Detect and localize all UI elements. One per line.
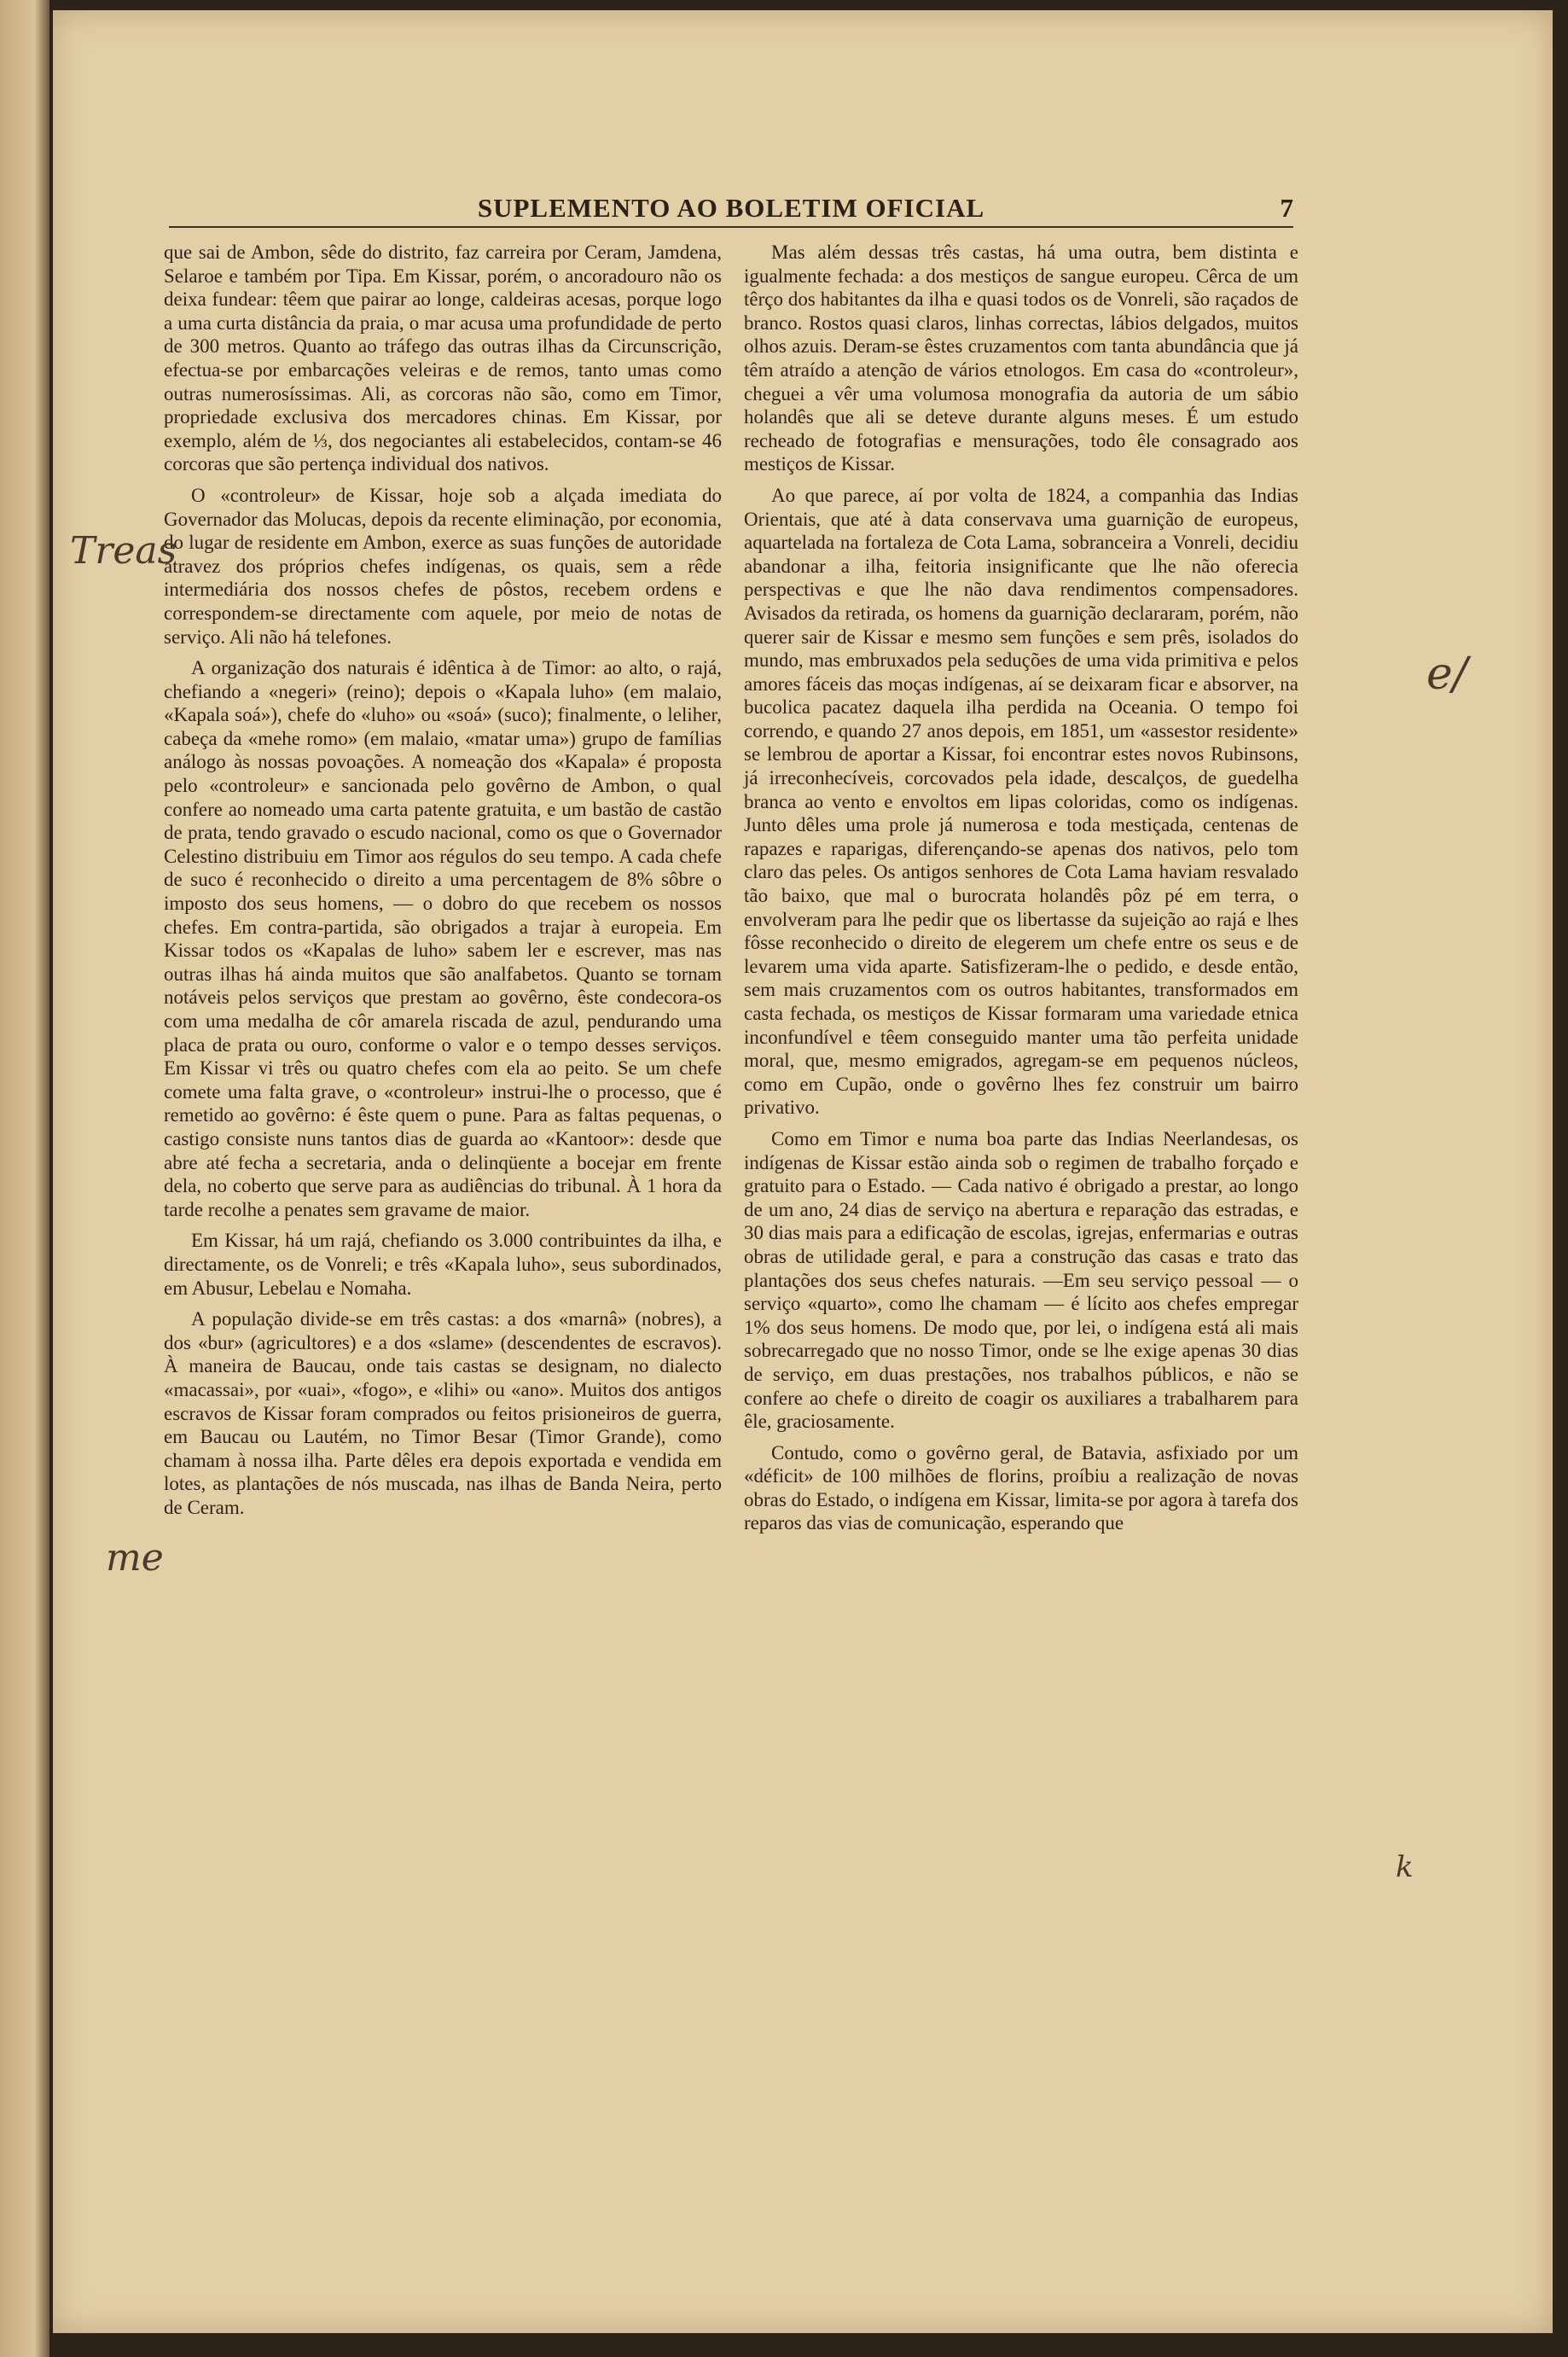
page-number: 7 — [1280, 193, 1293, 223]
handwritten-note-margin-1: Treas — [70, 529, 177, 573]
header-title: SUPLEMENTO AO BOLETIM OFICIAL — [477, 193, 985, 223]
left-paragraph-3: A organização dos naturais é idêntica à de Timor: ao alto, o rajá, chefiando a «negeri» (reino); depois o «Kapala luho» (em malaio, «Kapala soá»), chefe do «luho» ou «soá» (suco); finalmente, o leliher, cabeça da «mehe romo» (em malaio, «matar uma») grupo de famílias análogo às nossas povoações. A nomeação dos «Kapala» é proposta pelo «controleur» e sancionada pelo govêrno de Ambon, o qual confere ao nomeado uma carta patente gratuita, e um bastão de castão de prata, tendo gravado o escudo nacional, como os que o Governador Celestino distribuiu em Timor aos régulos do seu tempo. A cada chefe de suco é reconhecido o direito a uma percentagem de 8% sôbre o imposto dos seus homens, — o dobro do que recebem os nossos chefes. Em contra-partida, são obrigados a trajar à europeia. Em Kissar todos os «Kapalas de luho» sabem ler e escrever, mas nas outras ilhas há ainda muitos que são analfabetos. Quanto se tornam notáveis pelos serviços que prestam ao govêrno, êste condecora-os com uma medalha de côr amarela riscada de azul, pendurando uma placa de prata ou ouro, conforme o valor e o tempo desses serviços. Em Kissar vi três ou quatro chefes com ela ao peito. Se um chefe comete uma falta grave, o «controleur» instrui-lhe o processo, que é remetido ao govêrno: é êste quem o pune. Para as faltas pequenas, o castigo consiste nuns tantos dias de guarda ao «Kantoor»: desde que abre até fecha a secretaria, anda o delinqüente a bocejar em frente dela, no coberto que serve para as audiências do tribunal. À 1 hora da tarde recolhe a penates sem gravame de maior. — [164, 657, 722, 1220]
left-paragraph-2: O «controleur» de Kissar, hoje sob a alçada imediata do Governador das Molucas, depois da recente eliminação, por economia, do lugar de residente em Ambon, exerce as suas funções de autoridade atravez dos próprios chefes indígenas, os quais, sem a rêde intermediária dos nossos chefes de pôstos, recebem ordens e correspondem-se directamente com aquele, por meio de notas de serviço. Ali não há telefones. — [164, 484, 722, 648]
handwritten-note-margin-4: k — [1396, 1850, 1414, 1884]
header-rule — [169, 226, 1293, 228]
page-header — [169, 193, 1293, 224]
left-column — [164, 241, 722, 1527]
facing-page-edge — [0, 0, 49, 2357]
handwritten-note-margin-2: me — [106, 1536, 164, 1580]
right-paragraph-3: Como em Timor e numa boa parte das Indias Neerlandesas, os indígenas de Kissar estão ainda sob o regimen de trabalho forçado e gratuito para o Estado. — Cada nativo é obrigado a prestar, ao longo de um ano, 24 dias de serviço na abertura e reparação das estradas, e 30 dias mais para a edificação de escolas, igrejas, enfermarias e outras obras de utilidade geral, e para a construção das casas e trato das plantações dos seus chefes naturais. —Em seu serviço pessoal — o serviço «quarto», como lhe chamam — é lícito aos chefes empregar 1% dos seus homens. De modo que, por lei, o indígena está ali mais sobrecarregado que no nosso Timor, onde se lhe exige apenas 30 dias de serviço, em duas prestações, nos trabalhos públicos, e não se confere ao chefe o direito de coagir os auxiliares a trabalharem para êle, graciosamente. — [744, 1127, 1298, 1433]
right-column — [744, 241, 1298, 1543]
right-paragraph-1: Mas além dessas três castas, há uma outra, bem distinta e igualmente fechada: a dos mestiços de sangue europeu. Cêrca de um têrço dos habitantes da ilha e quasi todos os de Vonreli, são raçados de branco. Rostos quasi claros, linhas correctas, lábios delgados, muitos olhos azuis. Deram-se êstes cruzamentos com tanta abundância que já têm atraído a atenção de vários etnologos. Em casa do «controleur», cheguei a vêr uma volumosa monografia da autoria de um sábio holandês que ali se deteve durante alguns meses. É um estudo recheado de fotografias e mensurações, todo êle consagrado aos mestiços de Kissar. — [744, 242, 1298, 475]
left-paragraph-4: Em Kissar, há um rajá, chefiando os 3.000 contribuintes da ilha, e directamente, os de Vonreli; e três «Kapala luho», seus subordinados, em Abusur, Lebelau e Nomaha. — [164, 1230, 722, 1299]
right-paragraph-2: Ao que parece, aí por volta de 1824, a companhia das Indias Orientais, que até à data conservava uma guarnição de europeus, aquartelada na fortaleza de Cota Lama, sobranceira a Vonreli, decidiu abandonar a ilha, feitoria insignificante que lhe não oferecia perspectivas e que lhe não dava rendimentos compensadores. Avisados da retirada, os homens da guarnição declararam, porém, não querer sair de Kissar e mesmo sem funções e sem prês, isolados do mundo, mas embruxados pela seduções de uma vida primitiva e pelos amores fáceis das moças indígenas, aí se deixaram ficar e absorver, na bucolica pacatez daquela ilha perdida na Oceania. O tempo foi correndo, e quando 27 anos depois, em 1851, um «assestor residente» se lembrou de aportar a Kissar, foi encontrar estes novos Rubinsons, já irreconhecíveis, corcovados pela idade, descalços, de guedelha branca ao vento e envoltos em lipas coloridas, como os indígenas. Junto dêles uma prole já numerosa e toda mestiçada, centenas de rapazes e raparigas, diferençando-se apenas dos nativos, pelo tom claro das peles. Os antigos senhores de Cota Lama haviam resvalado tão baixo, que mal o burocrata holandês pôz pé em terra, o envolveram para lhe pedir que os libertasse da sujeição ao rajá e lhes fôsse reconhecido o direito de elegerem um chefe entre os seus e de levarem uma vida aparte. Satisfizeram-lhe o pedido, e desde então, sem mais cruzamentos com os outros habitantes, transformados em casta fechada, os mestiços de Kissar formaram uma variedade etnica inconfundível e têem conseguido manter uma tão perfeita unidade moral, que, mesmo emigrados, agregam-se em pequenos núcleos, como em Cupão, onde o govêrno lhes fez construir um bairro privativo. — [744, 484, 1298, 1119]
left-paragraph-5: A população divide-se em três castas: a dos «marnâ» (nobres), a dos «bur» (agricultores) e a dos «slame» (descendentes de escravos). À maneira de Baucau, onde tais castas se designam, no dialecto «macassai», por «uai», «fogo», e «lihi» ou «ano». Muitos dos antigos escravos de Kissar foram comprados ou feitos prisioneiros de guerra, em Baucau ou Lautém, no Timor Besar (Timor Grande), como chamam à nossa ilha. Parte dêles era depois exportada e vendida em lotes, as plantações de nós muscada, nas ilhas de Banda Neira, perto de Ceram. — [164, 1308, 722, 1518]
right-paragraph-4: Contudo, como o govêrno geral, de Batavia, asfixiado por um «déficit» de 100 milhões de florins, proíbiu a realização de novas obras do Estado, o indígena em Kissar, limita-se por agora à tarefa dos reparos das vias de comunicação, esperando que — [744, 1441, 1298, 1534]
handwritten-note-margin-3: e/ — [1426, 649, 1468, 700]
left-paragraph-1: que sai de Ambon, sêde do distrito, faz carreira por Ceram, Jamdena, Selaroe e também por Tipa. Em Kissar, porém, o ancoradouro não os deixa fundear: têem que pairar ao longe, caldeiras acesas, porque logo a uma curta distância da praia, o mar acusa uma profundidade de perto de 300 metros. Quanto ao tráfego das outras ilhas da Circunscrição, efectua-se por embarcações veleiras e de remos, tanto umas como outras numerosíssimas. Ali, as corcoras não são, como em Timor, propriedade exclusiva dos mercadores chinas. Em Kissar, por exemplo, além de ⅓, dos negociantes ali estabelecidos, contam-se 46 corcoras que são pertença individual dos nativos. — [164, 242, 722, 475]
